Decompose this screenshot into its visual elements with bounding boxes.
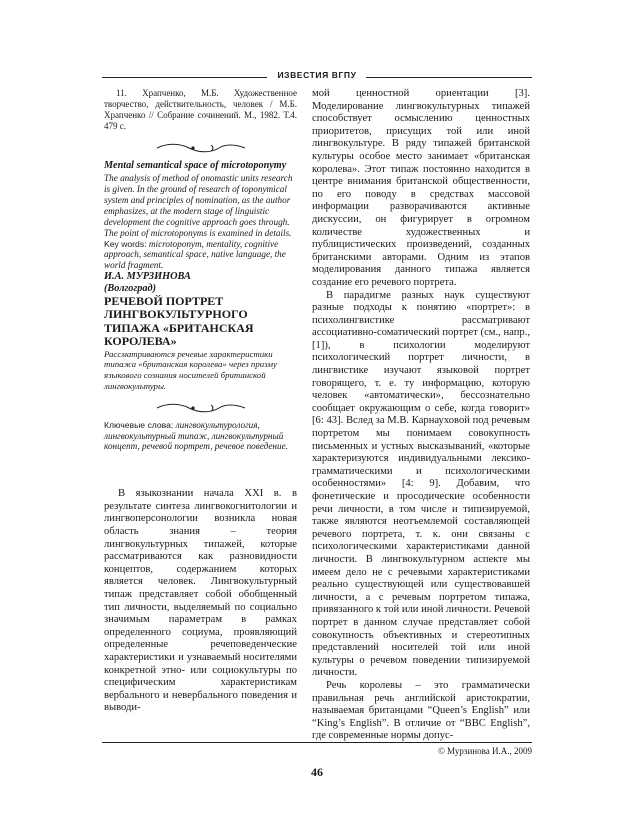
russian-keywords: [104, 420, 297, 452]
english-keywords: [104, 239, 297, 271]
english-article-title: Mental semantical space of microtoponymy: [104, 160, 287, 171]
page-number: 46: [311, 765, 323, 779]
author-city: (Волгоград): [104, 282, 157, 294]
ornament-divider: [153, 142, 249, 154]
body-paragraph-continued: мой ценностной ориентации [3]. Моделирование лингвокультурных типажей способствует осмыслению ценностных приоритетов, присущих той или иной лингвокультуре. В ряду типажей британской культуры особое место занимает «британская королева». Этот типаж постоянно находится в центре внимания британской общественности, по его поводу в средствах массовой информации разворачиваются активные дискуссии, он фигурирует в огромном количестве художественных и публицистических произведений, созданных британскими авторами. Одним из этапов моделирования данного типажа является создание его речевого портрета.: [312, 88, 530, 288]
english-keywords-label: Key words:: [104, 238, 147, 249]
body-paragraph: В парадигме разных наук существуют разные подходы к понятию «портрет»: в психолингвистике рассматривают ассоциативно-соматический портрет (см., напр., [1]), в психологии моделируют психологический портрет личности, в лингвистике изучают языковой портрет говорящего, т. е. ту информацию, которую человек «автоматически», бессознательно сообщает окружающим о себе, когда говорит» [6: 43]. Вслед за М.В. Карнауховой под речевым портретом мы понимаем совокупность письменных и устных высказываний, «которые характеризуются индивидуальными лексико-грамматическими и психологическими особенностями» [4: 9]. Добавим, что фонетические и просодические особенности речи личности, в том числе и типизируемой, также являются неотъемлемой составляющей речевого портрета, т. к. они связаны с психологическими характеристиками данной личности. В лингвокультурном аспекте мы имеем дело не с речевыми характеристиками реально существующей или существовавшей личности, а с речевым портретом типажа, привязанного к той или иной личности. Речевой портрет в данном случае представляет собой совокупность объективных и стереотипных представлений носителей той или иной культуры о речевом поведении типизируемой личности.: [312, 289, 530, 679]
russian-keywords-text: лингвокультурология, лингвокультурный типаж, лингвокультурный концепт, речевой портрет, речевое поведение.: [104, 419, 288, 452]
ornament-divider-2: [153, 402, 249, 414]
header-rule-left: [102, 77, 267, 78]
reference-item: 11. Храпченко, М.Б. Художественное творчество, действительность, человек / М.Б. Храпченко // Собрание сочинений. М., 1982. Т.4. 479 с.: [104, 88, 297, 131]
right-column: [312, 88, 530, 743]
header-rule-right: [366, 77, 532, 78]
copyright-notice: © Мурзинова И.А., 2009: [437, 746, 532, 756]
english-keywords-text: microtoponym, mentality, cognitive approach, semantical space, native language, the world fragment.: [104, 238, 286, 271]
russian-keywords-label: Ключевые слова:: [104, 419, 174, 430]
journal-header: [102, 70, 532, 84]
body-paragraph: Речь королевы – это грамматически правильная речь английской аристократии, называемая британцами “Queen’s English” или “King’s English”. В отличие от “BBC English”, где современные нормы допус-: [312, 679, 530, 742]
body-paragraph: В языкознании начала XXI в. в результате синтеза лингвокогнитологии и лингвоперсонологии возникла новая область знания – теория лингвокультурных типажей, которые рассматриваются как разновидности концептов, содержанием которых является человек. Лингвокультурный типаж представляет собой обобщенный тип личности, выделяемый по социально значимым параметрам в рамках определенного социума, проявляющий определенные речеповеденческие характеристики и узнаваемый носителями конкретной этно- или социокультуры по специфическим характеристикам вербального и невербального поведения и выводи-: [104, 488, 297, 714]
article-title: РЕЧЕВОЙ ПОРТРЕТ ЛИНГВОКУЛЬТУРНОГО ТИПАЖА «БРИТАНСКАЯ КОРОЛЕВА»: [104, 293, 254, 349]
footer-rule: [102, 742, 532, 743]
author-block: [104, 271, 297, 295]
english-abstract: The analysis of method of onomastic units research is given. In the ground of research of toponymical system and principles of nomination, as the author emphasizes, at the modern stage of linguistic development the cognitive approach goes through. The point of microtoponyms is examined in details.: [104, 172, 293, 238]
left-column: [104, 88, 297, 715]
article-annotation: Рассматриваются речевые характеристики типажа «британская королева» через призму языкового сознания носителей британской лингвокультуры.: [104, 348, 277, 391]
author-name: И.А. МУРЗИНОВА: [104, 270, 191, 282]
journal-title: ИЗВЕСТИЯ ВГПУ: [277, 70, 357, 80]
